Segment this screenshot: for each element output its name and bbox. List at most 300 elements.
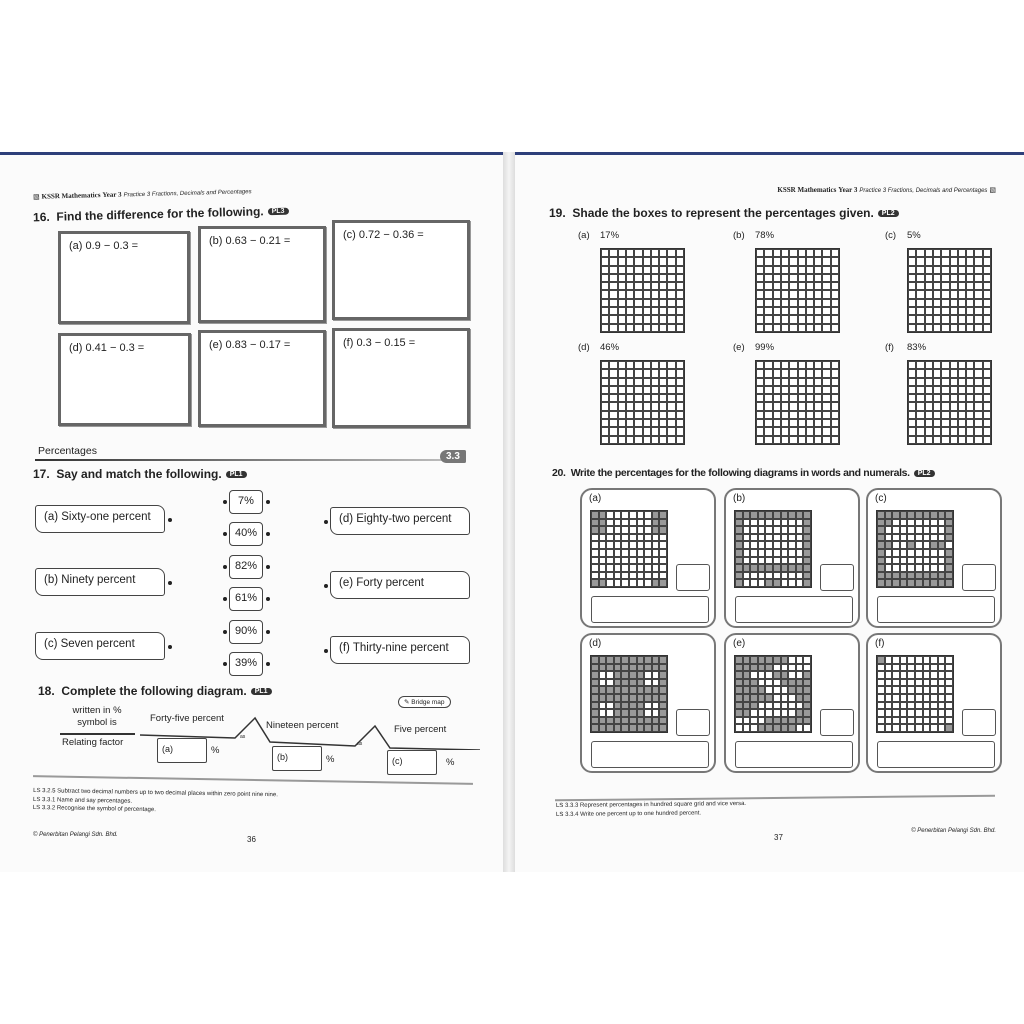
grid-cell[interactable] [814, 369, 822, 377]
grid-cell[interactable] [789, 394, 797, 402]
grid-cell[interactable] [789, 427, 797, 435]
grid-cell[interactable] [814, 402, 822, 410]
grid-cell[interactable] [966, 402, 974, 410]
grid-cell[interactable] [925, 299, 933, 307]
grid-cell[interactable] [941, 436, 949, 444]
grid-cell[interactable] [659, 378, 667, 386]
match-dot[interactable] [324, 649, 328, 653]
grid-cell[interactable] [966, 436, 974, 444]
grid-cell[interactable] [626, 307, 634, 315]
grid-cell[interactable] [941, 427, 949, 435]
match-dot[interactable] [223, 662, 227, 666]
grid-cell[interactable] [925, 411, 933, 419]
grid-cell[interactable] [822, 361, 830, 369]
grid-cell[interactable] [676, 257, 684, 265]
grid-cell[interactable] [764, 361, 772, 369]
grid-cell[interactable] [756, 249, 764, 257]
grid-cell[interactable] [667, 324, 675, 332]
grid-cell[interactable] [667, 290, 675, 298]
grid-cell[interactable] [925, 290, 933, 298]
grid-cell[interactable] [908, 402, 916, 410]
grid-cell[interactable] [643, 378, 651, 386]
grid-cell[interactable] [933, 361, 941, 369]
grid-cell[interactable] [941, 419, 949, 427]
grid-cell[interactable] [634, 411, 642, 419]
grid-cell[interactable] [958, 386, 966, 394]
grid-cell[interactable] [643, 307, 651, 315]
grid-cell[interactable] [966, 427, 974, 435]
grid-cell[interactable] [618, 419, 626, 427]
grid-cell[interactable] [601, 361, 609, 369]
grid-cell[interactable] [609, 419, 617, 427]
grid-cell[interactable] [916, 394, 924, 402]
grid-cell[interactable] [609, 394, 617, 402]
grid-cell[interactable] [798, 419, 806, 427]
grid-cell[interactable] [814, 249, 822, 257]
grid-cell[interactable] [609, 257, 617, 265]
grid-cell[interactable] [916, 402, 924, 410]
grid-cell[interactable] [831, 419, 839, 427]
grid-cell[interactable] [651, 282, 659, 290]
grid-cell[interactable] [916, 266, 924, 274]
grid-cell[interactable] [676, 386, 684, 394]
grid-cell[interactable] [781, 436, 789, 444]
grid-cell[interactable] [773, 290, 781, 298]
grid-cell[interactable] [789, 266, 797, 274]
grid-cell[interactable] [618, 324, 626, 332]
grid-cell[interactable] [634, 249, 642, 257]
match-dot[interactable] [266, 500, 270, 504]
grid-cell[interactable] [634, 419, 642, 427]
grid-cell[interactable] [756, 402, 764, 410]
hundred-square-grid[interactable] [907, 360, 992, 445]
grid-cell[interactable] [601, 307, 609, 315]
grid-cell[interactable] [659, 249, 667, 257]
grid-cell[interactable] [643, 249, 651, 257]
grid-cell[interactable] [950, 394, 958, 402]
grid-cell[interactable] [626, 257, 634, 265]
grid-cell[interactable] [822, 436, 830, 444]
grid-cell[interactable] [756, 307, 764, 315]
grid-cell[interactable] [822, 315, 830, 323]
grid-cell[interactable] [659, 394, 667, 402]
grid-cell[interactable] [925, 427, 933, 435]
grid-cell[interactable] [806, 324, 814, 332]
grid-cell[interactable] [659, 282, 667, 290]
grid-cell[interactable] [983, 274, 991, 282]
grid-cell[interactable] [966, 419, 974, 427]
grid-cell[interactable] [983, 282, 991, 290]
grid-cell[interactable] [601, 274, 609, 282]
match-dot[interactable] [324, 520, 328, 524]
grid-cell[interactable] [966, 324, 974, 332]
grid-cell[interactable] [958, 361, 966, 369]
grid-cell[interactable] [781, 361, 789, 369]
grid-cell[interactable] [634, 369, 642, 377]
grid-cell[interactable] [798, 257, 806, 265]
grid-cell[interactable] [634, 361, 642, 369]
grid-cell[interactable] [773, 257, 781, 265]
grid-cell[interactable] [933, 411, 941, 419]
grid-cell[interactable] [822, 282, 830, 290]
grid-cell[interactable] [634, 427, 642, 435]
grid-cell[interactable] [773, 427, 781, 435]
grid-cell[interactable] [974, 402, 982, 410]
grid-cell[interactable] [789, 411, 797, 419]
grid-cell[interactable] [601, 315, 609, 323]
grid-cell[interactable] [626, 315, 634, 323]
grid-cell[interactable] [831, 307, 839, 315]
grid-cell[interactable] [822, 394, 830, 402]
grid-cell[interactable] [798, 402, 806, 410]
grid-cell[interactable] [601, 257, 609, 265]
grid-cell[interactable] [789, 369, 797, 377]
grid-cell[interactable] [764, 315, 772, 323]
grid-cell[interactable] [659, 266, 667, 274]
grid-cell[interactable] [798, 411, 806, 419]
grid-cell[interactable] [806, 249, 814, 257]
grid-cell[interactable] [764, 307, 772, 315]
grid-cell[interactable] [814, 419, 822, 427]
grid-cell[interactable] [789, 307, 797, 315]
grid-cell[interactable] [756, 436, 764, 444]
grid-cell[interactable] [798, 315, 806, 323]
match-dot[interactable] [223, 500, 227, 504]
grid-cell[interactable] [773, 419, 781, 427]
hundred-square-grid[interactable] [907, 248, 992, 333]
grid-cell[interactable] [974, 290, 982, 298]
grid-cell[interactable] [676, 266, 684, 274]
grid-cell[interactable] [609, 411, 617, 419]
grid-cell[interactable] [651, 307, 659, 315]
grid-cell[interactable] [609, 266, 617, 274]
grid-cell[interactable] [676, 411, 684, 419]
grid-cell[interactable] [941, 249, 949, 257]
grid-cell[interactable] [781, 402, 789, 410]
grid-cell[interactable] [756, 369, 764, 377]
grid-cell[interactable] [764, 324, 772, 332]
grid-cell[interactable] [831, 436, 839, 444]
grid-cell[interactable] [958, 369, 966, 377]
grid-cell[interactable] [983, 427, 991, 435]
grid-cell[interactable] [764, 378, 772, 386]
grid-cell[interactable] [798, 299, 806, 307]
grid-cell[interactable] [601, 411, 609, 419]
grid-cell[interactable] [773, 386, 781, 394]
words-answer-box[interactable] [735, 741, 853, 768]
grid-cell[interactable] [933, 402, 941, 410]
grid-cell[interactable] [764, 436, 772, 444]
answer-box[interactable]: (a) 0.9 − 0.3 = [58, 231, 190, 324]
grid-cell[interactable] [626, 394, 634, 402]
grid-cell[interactable] [966, 369, 974, 377]
grid-cell[interactable] [950, 378, 958, 386]
grid-cell[interactable] [966, 266, 974, 274]
grid-cell[interactable] [789, 249, 797, 257]
grid-cell[interactable] [950, 419, 958, 427]
grid-cell[interactable] [626, 427, 634, 435]
grid-cell[interactable] [908, 394, 916, 402]
grid-cell[interactable] [626, 386, 634, 394]
grid-cell[interactable] [667, 361, 675, 369]
match-dot[interactable] [168, 518, 172, 522]
grid-cell[interactable] [659, 315, 667, 323]
grid-cell[interactable] [643, 299, 651, 307]
grid-cell[interactable] [814, 307, 822, 315]
grid-cell[interactable] [601, 299, 609, 307]
grid-cell[interactable] [806, 290, 814, 298]
grid-cell[interactable] [908, 419, 916, 427]
grid-cell[interactable] [781, 378, 789, 386]
grid-cell[interactable] [781, 274, 789, 282]
grid-cell[interactable] [950, 249, 958, 257]
grid-cell[interactable] [831, 290, 839, 298]
numeral-answer-box[interactable] [962, 709, 996, 736]
numeral-answer-box[interactable] [820, 709, 854, 736]
grid-cell[interactable] [958, 290, 966, 298]
grid-cell[interactable] [941, 402, 949, 410]
words-answer-box[interactable] [877, 596, 995, 623]
grid-cell[interactable] [667, 315, 675, 323]
grid-cell[interactable] [643, 402, 651, 410]
grid-cell[interactable] [781, 266, 789, 274]
grid-cell[interactable] [667, 386, 675, 394]
grid-cell[interactable] [781, 427, 789, 435]
grid-cell[interactable] [618, 315, 626, 323]
grid-cell[interactable] [966, 394, 974, 402]
grid-cell[interactable] [601, 394, 609, 402]
grid-cell[interactable] [601, 369, 609, 377]
grid-cell[interactable] [618, 307, 626, 315]
hundred-square-grid[interactable] [755, 360, 840, 445]
grid-cell[interactable] [667, 419, 675, 427]
grid-cell[interactable] [609, 402, 617, 410]
grid-cell[interactable] [814, 394, 822, 402]
grid-cell[interactable] [966, 386, 974, 394]
grid-cell[interactable] [798, 266, 806, 274]
grid-cell[interactable] [950, 427, 958, 435]
grid-cell[interactable] [789, 361, 797, 369]
grid-cell[interactable] [950, 257, 958, 265]
grid-cell[interactable] [925, 282, 933, 290]
grid-cell[interactable] [756, 257, 764, 265]
grid-cell[interactable] [601, 386, 609, 394]
grid-cell[interactable] [958, 427, 966, 435]
grid-cell[interactable] [609, 324, 617, 332]
grid-cell[interactable] [806, 411, 814, 419]
numeral-answer-box[interactable] [676, 709, 710, 736]
grid-cell[interactable] [756, 394, 764, 402]
grid-cell[interactable] [626, 419, 634, 427]
grid-cell[interactable] [676, 299, 684, 307]
grid-cell[interactable] [806, 361, 814, 369]
grid-cell[interactable] [908, 257, 916, 265]
grid-cell[interactable] [659, 411, 667, 419]
grid-cell[interactable] [925, 257, 933, 265]
grid-cell[interactable] [764, 386, 772, 394]
grid-cell[interactable] [983, 299, 991, 307]
grid-cell[interactable] [781, 386, 789, 394]
grid-cell[interactable] [756, 427, 764, 435]
grid-cell[interactable] [651, 436, 659, 444]
grid-cell[interactable] [933, 427, 941, 435]
grid-cell[interactable] [806, 315, 814, 323]
grid-cell[interactable] [958, 307, 966, 315]
grid-cell[interactable] [941, 282, 949, 290]
grid-cell[interactable] [966, 249, 974, 257]
grid-cell[interactable] [798, 436, 806, 444]
grid-cell[interactable] [822, 419, 830, 427]
grid-cell[interactable] [676, 361, 684, 369]
grid-cell[interactable] [798, 249, 806, 257]
grid-cell[interactable] [676, 427, 684, 435]
grid-cell[interactable] [958, 282, 966, 290]
grid-cell[interactable] [634, 282, 642, 290]
grid-cell[interactable] [634, 402, 642, 410]
words-answer-box[interactable] [591, 596, 709, 623]
grid-cell[interactable] [966, 361, 974, 369]
grid-cell[interactable] [822, 274, 830, 282]
grid-cell[interactable] [626, 249, 634, 257]
words-answer-box[interactable] [735, 596, 853, 623]
grid-cell[interactable] [908, 427, 916, 435]
grid-cell[interactable] [814, 315, 822, 323]
grid-cell[interactable] [667, 274, 675, 282]
grid-cell[interactable] [908, 378, 916, 386]
grid-cell[interactable] [667, 249, 675, 257]
grid-cell[interactable] [773, 394, 781, 402]
grid-cell[interactable] [958, 402, 966, 410]
grid-cell[interactable] [756, 378, 764, 386]
grid-cell[interactable] [676, 436, 684, 444]
grid-cell[interactable] [798, 307, 806, 315]
grid-cell[interactable] [916, 307, 924, 315]
grid-cell[interactable] [643, 266, 651, 274]
grid-cell[interactable] [822, 290, 830, 298]
grid-cell[interactable] [667, 266, 675, 274]
grid-cell[interactable] [925, 274, 933, 282]
grid-cell[interactable] [626, 324, 634, 332]
grid-cell[interactable] [764, 266, 772, 274]
grid-cell[interactable] [831, 282, 839, 290]
grid-cell[interactable] [831, 249, 839, 257]
grid-cell[interactable] [609, 249, 617, 257]
grid-cell[interactable] [651, 427, 659, 435]
grid-cell[interactable] [659, 361, 667, 369]
grid-cell[interactable] [941, 394, 949, 402]
grid-cell[interactable] [916, 315, 924, 323]
grid-cell[interactable] [831, 324, 839, 332]
grid-cell[interactable] [789, 299, 797, 307]
grid-cell[interactable] [601, 290, 609, 298]
grid-cell[interactable] [941, 290, 949, 298]
grid-cell[interactable] [983, 290, 991, 298]
answer-box[interactable]: (c) 0.72 − 0.36 = [332, 220, 470, 320]
grid-cell[interactable] [950, 402, 958, 410]
grid-cell[interactable] [634, 394, 642, 402]
grid-cell[interactable] [667, 282, 675, 290]
grid-cell[interactable] [676, 307, 684, 315]
grid-cell[interactable] [958, 249, 966, 257]
match-dot[interactable] [266, 662, 270, 666]
grid-cell[interactable] [764, 290, 772, 298]
grid-cell[interactable] [634, 307, 642, 315]
grid-cell[interactable] [933, 419, 941, 427]
grid-cell[interactable] [814, 274, 822, 282]
grid-cell[interactable] [814, 299, 822, 307]
grid-cell[interactable] [831, 361, 839, 369]
grid-cell[interactable] [659, 369, 667, 377]
grid-cell[interactable] [626, 290, 634, 298]
grid-cell[interactable] [676, 324, 684, 332]
grid-cell[interactable] [798, 290, 806, 298]
grid-cell[interactable] [601, 402, 609, 410]
grid-cell[interactable] [651, 257, 659, 265]
grid-cell[interactable] [925, 386, 933, 394]
grid-cell[interactable] [773, 378, 781, 386]
grid-cell[interactable] [966, 378, 974, 386]
grid-cell[interactable] [618, 290, 626, 298]
grid-cell[interactable] [966, 274, 974, 282]
grid-cell[interactable] [966, 299, 974, 307]
grid-cell[interactable] [983, 315, 991, 323]
grid-cell[interactable] [831, 394, 839, 402]
grid-cell[interactable] [643, 257, 651, 265]
grid-cell[interactable] [958, 394, 966, 402]
grid-cell[interactable] [950, 299, 958, 307]
grid-cell[interactable] [667, 394, 675, 402]
grid-cell[interactable] [659, 419, 667, 427]
grid-cell[interactable] [618, 427, 626, 435]
grid-cell[interactable] [789, 282, 797, 290]
grid-cell[interactable] [634, 266, 642, 274]
grid-cell[interactable] [789, 290, 797, 298]
grid-cell[interactable] [806, 282, 814, 290]
grid-cell[interactable] [634, 257, 642, 265]
grid-cell[interactable] [974, 411, 982, 419]
grid-cell[interactable] [659, 307, 667, 315]
grid-cell[interactable] [958, 315, 966, 323]
grid-cell[interactable] [626, 378, 634, 386]
grid-cell[interactable] [941, 299, 949, 307]
grid-cell[interactable] [773, 411, 781, 419]
grid-cell[interactable] [676, 315, 684, 323]
grid-cell[interactable] [950, 274, 958, 282]
grid-cell[interactable] [764, 282, 772, 290]
grid-cell[interactable] [958, 299, 966, 307]
grid-cell[interactable] [781, 411, 789, 419]
grid-cell[interactable] [831, 386, 839, 394]
grid-cell[interactable] [626, 299, 634, 307]
grid-cell[interactable] [950, 307, 958, 315]
grid-cell[interactable] [950, 315, 958, 323]
grid-cell[interactable] [822, 307, 830, 315]
grid-cell[interactable] [773, 266, 781, 274]
grid-cell[interactable] [643, 369, 651, 377]
grid-cell[interactable] [781, 419, 789, 427]
hundred-square-grid[interactable] [755, 248, 840, 333]
grid-cell[interactable] [626, 411, 634, 419]
grid-cell[interactable] [676, 419, 684, 427]
grid-cell[interactable] [974, 307, 982, 315]
grid-cell[interactable] [626, 402, 634, 410]
grid-cell[interactable] [601, 436, 609, 444]
grid-cell[interactable] [933, 386, 941, 394]
grid-cell[interactable] [983, 411, 991, 419]
grid-cell[interactable] [676, 282, 684, 290]
grid-cell[interactable] [925, 402, 933, 410]
grid-cell[interactable] [789, 274, 797, 282]
